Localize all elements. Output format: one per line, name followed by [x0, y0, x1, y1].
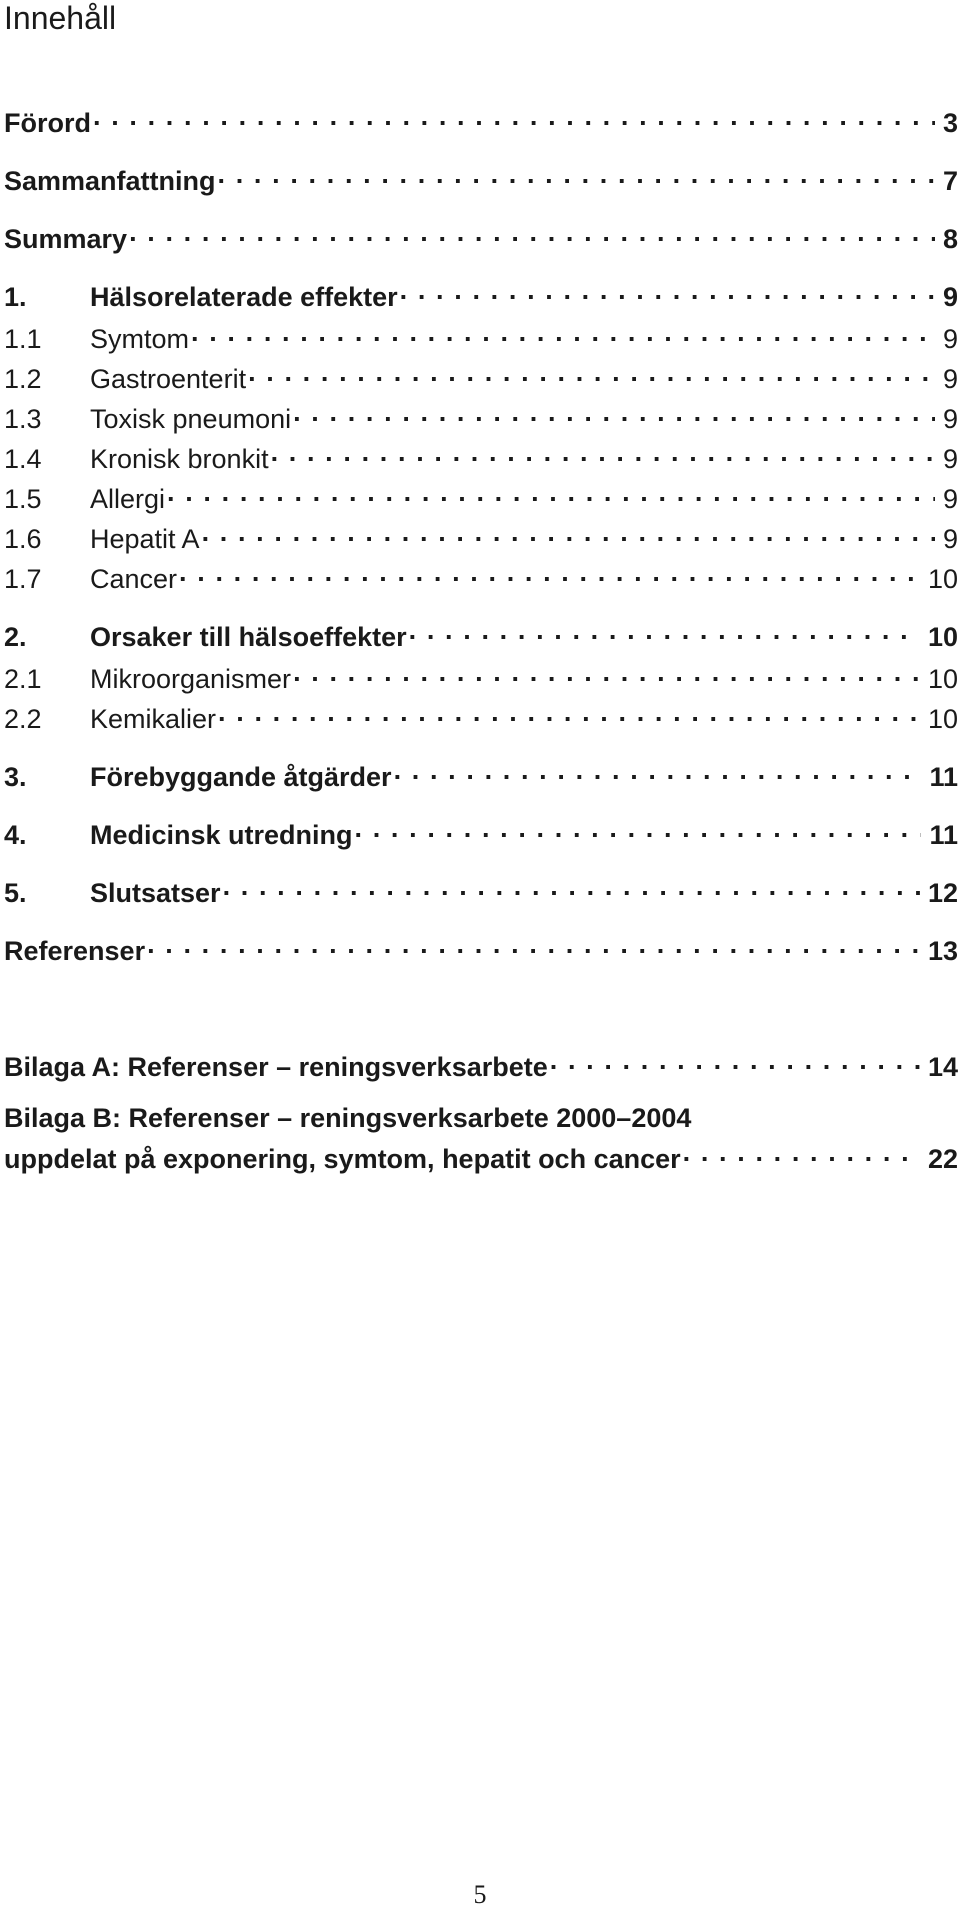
toc-entry-label: Toxisk pneumoni — [90, 404, 292, 434]
toc-entry-label: Summary — [4, 224, 128, 254]
dot-leader — [218, 696, 920, 728]
toc-entry-label-line1: Bilaga B: Referenser – reningsverksarbete 2000–2004 — [4, 1103, 692, 1133]
toc-entry-1-4[interactable] — [4, 436, 958, 475]
dot-leader — [550, 1044, 920, 1076]
toc-entry-page: 7 — [942, 166, 958, 196]
dot-leader — [167, 476, 935, 508]
dot-leader — [202, 516, 935, 548]
toc-entry-page: 10 — [927, 564, 958, 594]
toc-entry-label: Slutsatser — [90, 878, 221, 908]
toc-entry-label: Sammanfattning — [4, 166, 216, 196]
toc-entry-page: 8 — [942, 224, 958, 254]
toc-entry-number: 1.1 — [4, 324, 42, 354]
toc-entry-bilaga-b[interactable] — [4, 1100, 958, 1177]
toc-entry-summary[interactable] — [4, 216, 958, 255]
toc-entry-sammanfattning[interactable] — [4, 158, 958, 197]
toc-entry-2-2[interactable] — [4, 696, 958, 735]
toc-entry-label: Gastroenterit — [90, 364, 247, 394]
toc-entry-page: 9 — [942, 282, 958, 312]
toc-entry-2-1[interactable] — [4, 656, 958, 695]
toc-entry-1-6[interactable] — [4, 516, 958, 555]
toc-entry-1-1[interactable] — [4, 316, 958, 355]
toc-entry-chapter-2[interactable] — [4, 614, 958, 653]
toc-entry-label: Kemikalier — [90, 704, 217, 734]
toc-entry-page: 3 — [942, 108, 958, 138]
toc-entry-number: 1.2 — [4, 364, 42, 394]
dot-leader — [293, 396, 935, 428]
toc-entry-number: 1. — [4, 282, 27, 312]
toc-entry-page: 11 — [929, 820, 958, 850]
toc-entry-number: 5. — [4, 878, 27, 908]
toc-entry-chapter-1[interactable] — [4, 274, 958, 313]
toc-entry-page: 14 — [927, 1052, 958, 1082]
dot-leader — [683, 1136, 920, 1168]
toc-entry-1-5[interactable] — [4, 476, 958, 515]
toc-entry-chapter-4[interactable] — [4, 812, 958, 851]
toc-entry-label: Hälsorelaterade effekter — [90, 282, 398, 312]
toc-entry-number: 1.3 — [4, 404, 42, 434]
dot-leader — [248, 356, 935, 388]
toc-entry-1-3[interactable] — [4, 396, 958, 435]
dot-leader — [147, 928, 920, 960]
toc-entry-page: 9 — [942, 364, 958, 394]
toc-entry-line2 — [4, 1136, 958, 1177]
toc-entry-page: 9 — [942, 524, 958, 554]
toc-entry-label: Hepatit A — [90, 524, 200, 554]
dot-leader — [93, 100, 935, 132]
toc-entry-label: Förebyggande åtgärder — [90, 762, 392, 792]
toc-entry-forord[interactable] — [4, 100, 958, 139]
toc-entry-1-2[interactable] — [4, 356, 958, 395]
toc-entry-page: 13 — [927, 936, 958, 966]
toc-entry-label: Allergi — [90, 484, 166, 514]
dot-leader — [179, 556, 920, 588]
toc-entry-label: Symtom — [90, 324, 190, 354]
page-title: Innehåll — [4, 0, 117, 36]
toc-entry-label: Medicinsk utredning — [90, 820, 353, 850]
dot-leader — [129, 216, 935, 248]
dot-leader — [394, 754, 922, 786]
dot-leader — [191, 316, 935, 348]
toc-entry-page: 9 — [942, 404, 958, 434]
toc-entry-number: 2. — [4, 622, 27, 652]
toc-entry-number: 1.7 — [4, 564, 42, 594]
toc-entry-number: 3. — [4, 762, 27, 792]
dot-leader — [271, 436, 935, 468]
toc-entry-number: 1.5 — [4, 484, 42, 514]
toc-entry-number: 1.4 — [4, 444, 42, 474]
toc-entry-label: Förord — [4, 108, 91, 138]
toc-entry-label: Referenser — [4, 936, 146, 966]
toc-entry-page: 10 — [927, 622, 958, 652]
dot-leader — [293, 656, 920, 688]
toc-entry-page: 10 — [927, 704, 958, 734]
toc-entry-number: 4. — [4, 820, 27, 850]
toc-entry-label: Orsaker till hälsoeffekter — [90, 622, 407, 652]
toc-entry-label: Cancer — [90, 564, 178, 594]
toc-entry-label: Mikroorganismer — [90, 664, 292, 694]
dot-leader — [409, 614, 920, 646]
toc-entry-page: 9 — [942, 484, 958, 514]
toc-entry-chapter-3[interactable] — [4, 754, 958, 793]
toc-entry-page: 9 — [942, 444, 958, 474]
dot-leader — [355, 812, 922, 844]
toc-entry-label-line2: uppdelat på exponering, symtom, hepatit och cancer — [4, 1144, 681, 1174]
page-number: 5 — [473, 1880, 487, 1909]
toc-entry-page: 22 — [927, 1144, 958, 1174]
dot-leader — [223, 870, 920, 902]
toc-entry-bilaga-a[interactable] — [4, 1044, 958, 1083]
toc-entry-label: Kronisk bronkit — [90, 444, 269, 474]
toc-entry-chapter-5[interactable] — [4, 870, 958, 909]
toc-entry-number: 1.6 — [4, 524, 42, 554]
toc-entry-referenser[interactable] — [4, 928, 958, 967]
toc-entry-1-7[interactable] — [4, 556, 958, 595]
toc-entry-number: 2.1 — [4, 664, 42, 694]
toc-entry-page: 10 — [927, 664, 958, 694]
toc-entry-label: Bilaga A: Referenser – reningsverksarbete — [4, 1052, 548, 1082]
dot-leader — [218, 158, 935, 190]
dot-leader — [400, 274, 935, 306]
toc-entry-page: 12 — [927, 878, 958, 908]
toc-entry-page: 11 — [929, 762, 958, 792]
toc-entry-page: 9 — [942, 324, 958, 354]
toc-entry-number: 2.2 — [4, 704, 42, 734]
